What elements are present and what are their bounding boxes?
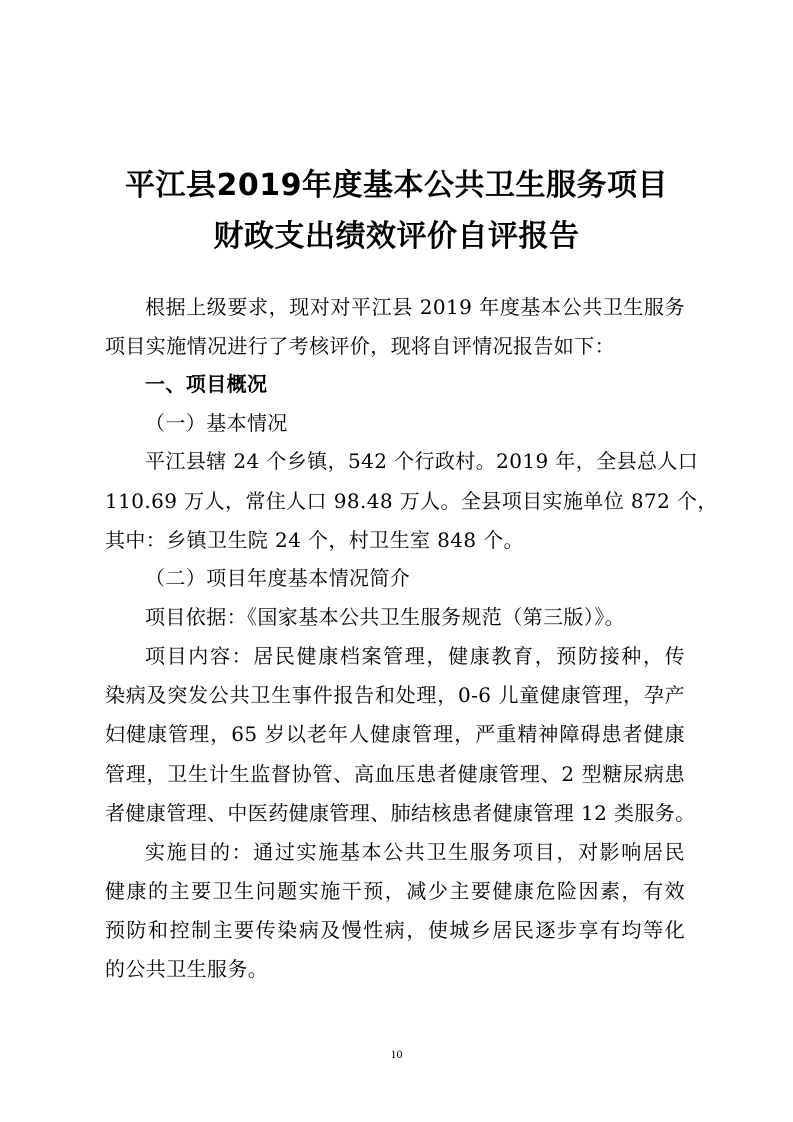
paragraph-line: 的公共卫生服务。 xyxy=(105,957,269,981)
paragraph-line: 其中：乡镇卫生院 24 个，村卫生室 848 个。 xyxy=(105,528,525,552)
paragraph-line: 实施目的：通过实施基本公共卫生服务项目，对影响居民 xyxy=(145,840,685,864)
document-title-line-2: 财政支出绩效评价自评报告 xyxy=(213,219,580,254)
section-heading: 一、项目概况 xyxy=(145,372,268,396)
paragraph-line: 妇健康管理，65 岁以老年人健康管理，严重精神障碍患者健康 xyxy=(105,722,685,746)
paragraph-line: 管理，卫生计生监督协管、高血压患者健康管理、2 型糖尿病患 xyxy=(105,762,685,786)
paragraph-line: 项目依据：《国家基本公共卫生服务规范（第三版）》。 xyxy=(145,605,625,629)
paragraph-line: 项目内容：居民健康档案管理，健康教育，预防接种，传 xyxy=(145,644,685,668)
paragraph-line: 者健康管理、中医药健康管理、肺结核患者健康管理 12 类服务。 xyxy=(105,801,696,825)
subsection-heading: （二）项目年度基本情况简介 xyxy=(145,566,411,590)
paragraph-line: 预防和控制主要传染病及慢性病，使城乡居民逐步享有均等化 xyxy=(105,918,685,942)
paragraph-line: 染病及突发公共卫生事件报告和处理，0-6 儿童健康管理，孕产 xyxy=(105,683,685,707)
paragraph-line: 110.69 万人，常住人口 98.48 万人。全县项目实施单位 872 个， xyxy=(105,489,718,513)
page-number: 10 xyxy=(390,1047,403,1061)
paragraph-line: 平江县辖 24 个乡镇，542 个行政村。2019 年，全县总人口 xyxy=(145,449,699,473)
subsection-heading: （一）基本情况 xyxy=(145,411,288,435)
document-title-line-1: 平江县2019年度基本公共卫生服务项目 xyxy=(125,168,668,203)
paragraph-line: 项目实施情况进行了考核评价，现将自评情况报告如下： xyxy=(105,334,615,358)
paragraph-line: 健康的主要卫生问题实施干预，减少主要健康危险因素，有效 xyxy=(105,879,685,903)
paragraph-line: 根据上级要求，现对对平江县 2019 年度基本公共卫生服务 xyxy=(145,295,685,319)
